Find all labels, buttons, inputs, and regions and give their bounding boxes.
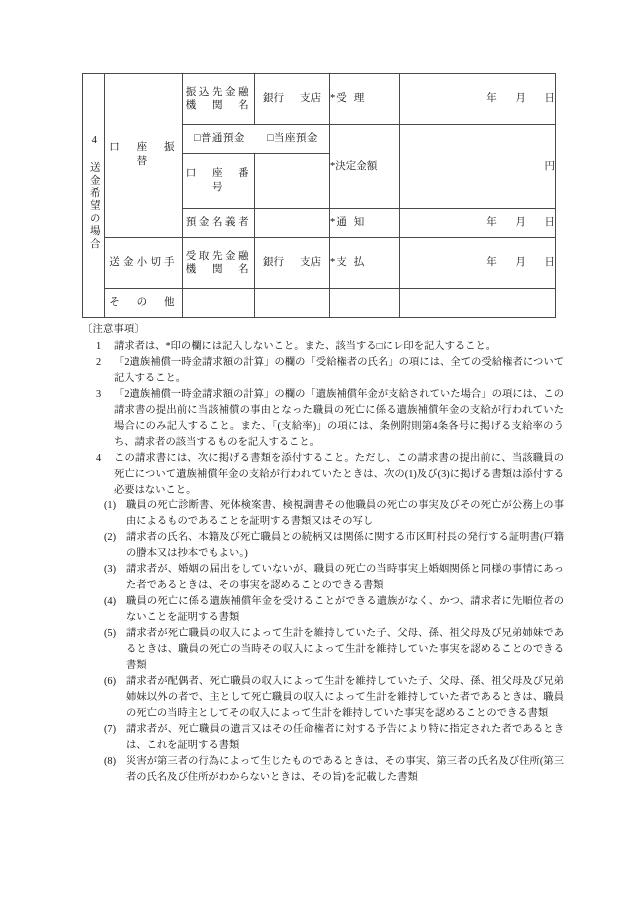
note-text: 「2遺族補償一時金請求額の計算」の欄の「遺族補償年金が支給されていた場合」の項には、この請求書の提出前に当該補償の事由となった職員の死亡に係る遺族補償年金の支給が行われていた場合にのみ記入すること。また、「(支給率)」の項には、条例附則第4条各号に掲げる支給率のうち、請求者の該当するものを記入すること。 bbox=[114, 388, 564, 448]
notice-label-cell bbox=[330, 209, 400, 238]
note-number: (5) bbox=[104, 628, 117, 640]
note-item bbox=[82, 754, 564, 786]
other-input-cell[interactable] bbox=[255, 289, 330, 318]
payment-value-spill-cell bbox=[400, 289, 556, 318]
branch-word-2: 支店 bbox=[300, 257, 321, 269]
account-number-input-cell[interactable] bbox=[255, 154, 330, 209]
receipt-label-a: 受 bbox=[336, 93, 354, 105]
note-item bbox=[82, 339, 564, 355]
note-number: 4 bbox=[96, 452, 102, 464]
yen-unit-label: 円 bbox=[544, 160, 555, 172]
notes-section bbox=[82, 322, 564, 786]
note-text: 請求者は、*印の欄には記入しないこと。また、該当する□にレ印を記入すること。 bbox=[114, 340, 497, 352]
payment-label-spill-cell bbox=[330, 289, 400, 318]
receipt-day-label: 日 bbox=[544, 93, 555, 105]
bank-word: 銀行 bbox=[263, 93, 284, 105]
note-text: この請求書には、次に掲げる書類を添付すること。ただし、この請求書の提出前に、当該職員の死亡について遺族補償年金の支給が行われていたときは、次の(1)及び(3)に掲げる書類は添付する必要はないこと。 bbox=[114, 452, 564, 496]
receipt-label-b: 理 bbox=[353, 93, 365, 105]
other-label-cell[interactable] bbox=[183, 289, 255, 318]
receipt-year-label: 年 bbox=[486, 93, 497, 105]
note-number: 3 bbox=[96, 388, 102, 400]
note-number: 2 bbox=[96, 356, 102, 368]
recv-bank-label-cell bbox=[183, 237, 255, 288]
note-text: 請求者が、婚姻の届出をしていないが、職員の死亡の当時事実上婚姻関係と同様の事情にあった者であるときは、その事実を認めることのできる書類 bbox=[126, 564, 564, 592]
account-holder-label-cell: 預金名義者 bbox=[183, 209, 255, 238]
note-number: (1) bbox=[104, 500, 117, 512]
payment-label-cell bbox=[330, 237, 400, 288]
note-number: (6) bbox=[104, 675, 117, 687]
section-label-cell bbox=[83, 74, 105, 318]
payment-label-a: 支 bbox=[336, 257, 354, 269]
note-item bbox=[82, 530, 564, 562]
bank-word-2: 銀行 bbox=[263, 257, 284, 269]
note-number: (7) bbox=[104, 723, 117, 735]
notice-year-label: 年 bbox=[486, 217, 497, 229]
decided-amount-label-text: 決定金額 bbox=[335, 160, 378, 172]
note-text: 職員の死亡に係る遺族補償年金を受けることができる遺族がなく、かつ、請求者に先順位者のないことを証明する書類 bbox=[126, 596, 564, 624]
payment-month-label: 月 bbox=[515, 257, 526, 269]
table-row bbox=[83, 74, 556, 125]
receipt-month-label: 月 bbox=[515, 93, 526, 105]
notice-month-label: 月 bbox=[515, 217, 526, 229]
note-item bbox=[82, 722, 564, 754]
note-text: 職員の死亡診断書、死体検案書、検視調書その他職員の死亡の事実及びその死亡が公務上の事由によるものであることを証明する書類又はその写し bbox=[126, 500, 564, 528]
remit-bank-input-cell[interactable] bbox=[255, 74, 330, 125]
check-method-cell: 送金小切手 bbox=[105, 237, 183, 288]
decided-amount-star: * bbox=[330, 160, 336, 172]
transfer-method-cell: 口 座 振 替 bbox=[105, 74, 183, 238]
account-number-label-cell: 口 座 番 号 bbox=[183, 154, 255, 209]
payment-label-b: 払 bbox=[353, 257, 365, 269]
checkbox-current-deposit[interactable]: □当座預金 bbox=[267, 133, 318, 145]
remit-bank-label-cell bbox=[183, 74, 255, 125]
payment-day-label: 日 bbox=[544, 257, 555, 269]
note-item bbox=[82, 594, 564, 626]
receipt-star: * bbox=[330, 93, 336, 105]
checkbox-ordinary-deposit[interactable]: □普通預金 bbox=[194, 133, 245, 145]
note-number: 1 bbox=[96, 340, 102, 352]
payment-star: * bbox=[330, 257, 336, 269]
notice-day-label: 日 bbox=[544, 217, 555, 229]
note-item bbox=[82, 562, 564, 594]
payment-date-cell[interactable] bbox=[400, 237, 556, 288]
account-holder-input-cell[interactable] bbox=[255, 209, 330, 238]
notice-label-b: 知 bbox=[353, 217, 365, 229]
deposit-type-cell[interactable] bbox=[183, 125, 330, 154]
note-number: (8) bbox=[104, 755, 117, 767]
notice-date-cell[interactable] bbox=[400, 209, 556, 238]
receipt-label-cell bbox=[330, 74, 400, 125]
receipt-date-cell[interactable] bbox=[400, 74, 556, 125]
notes-heading: 〔注意事項〕 bbox=[82, 324, 145, 335]
note-item bbox=[82, 451, 564, 499]
note-text: 請求者の氏名、本籍及び死亡職員との続柄又は関係に関する市区町村長の発行する証明書(戸籍の謄本又は抄本でもよい。) bbox=[126, 532, 564, 560]
note-text: 「2遺族補償一時金請求額の計算」の欄の「受給権者の氏名」の項には、全ての受給権者について記入すること。 bbox=[114, 356, 564, 384]
note-text: 災害が第三者の行為によって生じたものであるときは、その事実、第三者の氏名及び住所(第三者の氏名及び住所がわからないときは、その旨)を記載した書類 bbox=[126, 755, 564, 783]
remit-bank-label-line1: 振込先金融 bbox=[185, 87, 252, 99]
note-number: (2) bbox=[104, 532, 117, 544]
note-text: 請求者が、死亡職員の遺言又はその任命権者に対する予告により特に指定された者であるときは、これを証明する書類 bbox=[126, 723, 564, 751]
decided-amount-label-cell bbox=[330, 125, 400, 209]
notice-label-a: 通 bbox=[336, 217, 354, 229]
recv-bank-input-cell[interactable] bbox=[255, 237, 330, 288]
section-label-text: 4 送金希望の場合 bbox=[88, 135, 100, 251]
note-text: 請求者が配偶者、死亡職員の収入によって生計を維持していた子、父母、孫、祖父母及び兄弟姉妹以外の者で、主として死亡職員の収入によって生計を維持していた者であるときは、職員の死亡の当時主としてその収入によって生計を維持していた事実を認めることのできる書類 bbox=[126, 675, 564, 719]
recv-bank-label-line1: 受取先金融 bbox=[185, 251, 252, 263]
notes-list bbox=[82, 339, 564, 786]
note-item bbox=[82, 626, 564, 674]
note-item bbox=[82, 498, 564, 530]
note-item bbox=[82, 355, 564, 387]
note-item bbox=[82, 387, 564, 451]
recv-bank-label-line2: 機 関 名 bbox=[185, 264, 252, 276]
remittance-form-table bbox=[82, 73, 556, 318]
remit-bank-label-line2: 機 関 名 bbox=[185, 100, 252, 112]
notice-star: * bbox=[330, 217, 336, 229]
note-item bbox=[82, 674, 564, 722]
table-row bbox=[83, 237, 556, 288]
branch-word: 支店 bbox=[300, 93, 321, 105]
table-row bbox=[83, 289, 556, 318]
note-number: (3) bbox=[104, 564, 117, 576]
payment-year-label: 年 bbox=[486, 257, 497, 269]
note-number: (4) bbox=[104, 596, 117, 608]
note-text: 請求者が死亡職員の収入によって生計を維持していた子、父母、孫、祖父母及び兄弟姉妹であるときは、職員の死亡の当時その収入によって生計を維持していた事実を認めることのできる書類 bbox=[126, 628, 564, 672]
other-method-cell: そ の 他 bbox=[105, 289, 183, 318]
decided-amount-value-cell[interactable] bbox=[400, 125, 556, 209]
